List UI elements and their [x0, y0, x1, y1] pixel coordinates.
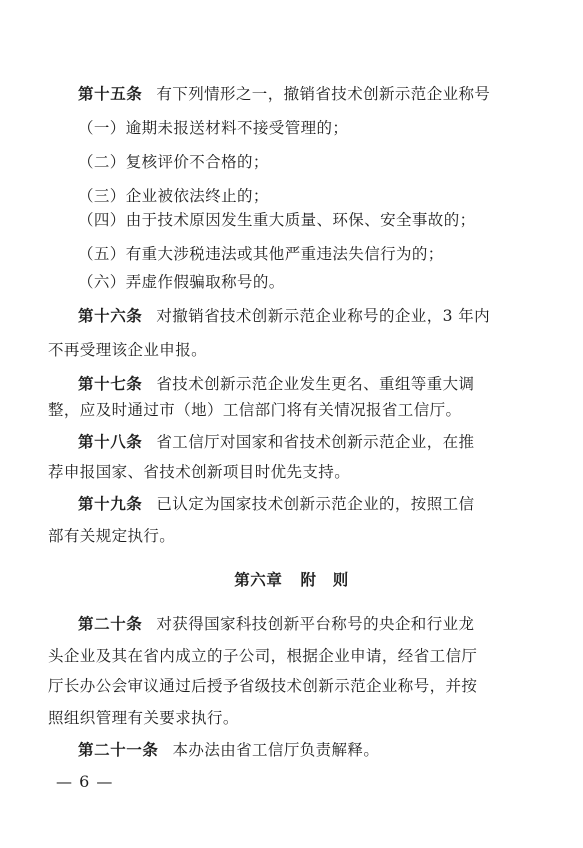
article-17-text-1: 省技术创新示范企业发生更名、重组等重大调: [156, 375, 475, 393]
chapter-6-number: 第六章: [234, 571, 283, 589]
article-16-text-1: 对撤销省技术创新示范企业称号的企业，3 年内: [156, 307, 490, 325]
article-20-text-1: 对获得国家科技创新平台称号的央企和行业龙: [156, 615, 475, 633]
article-17-label: 第十七条: [78, 375, 143, 393]
article-20-line-1: [78, 614, 518, 634]
article-17-line-1: [78, 374, 518, 394]
article-21-line: [78, 740, 518, 760]
article-15-item-6: （六）弄虚作假骗取称号的。: [78, 273, 285, 291]
article-15-item-3: （三）企业被依法终止的；: [78, 187, 269, 205]
chapter-6-title: 附 则: [300, 571, 349, 589]
article-20-label: 第二十条: [78, 615, 143, 633]
article-21-label: 第二十一条: [78, 741, 159, 759]
article-15-item-5: （五）有重大涉税违法或其他严重违法失信行为的；: [78, 245, 444, 263]
article-16-line-2: 不再受理该企业申报。: [48, 341, 208, 359]
article-18-line-2: 荐申报国家、省技术创新项目时优先支持。: [48, 463, 351, 481]
article-16-line-1: [78, 306, 518, 326]
article-15-item-4: （四）由于技术原因发生重大质量、环保、安全事故的；: [78, 211, 476, 229]
article-15-label: 第十五条: [78, 85, 143, 103]
article-19-line-1: [78, 494, 518, 514]
article-21-text: 本办法由省工信厅负责解释。: [172, 741, 380, 759]
article-19-line-2: 部有关规定执行。: [48, 527, 176, 545]
article-19-label: 第十九条: [78, 495, 143, 513]
article-20-line-3: 厅长办公会审议通过后授予省级技术创新示范企业称号，并按: [48, 677, 478, 695]
article-15-item-1: （一）逾期未报送材料不接受管理的；: [78, 119, 349, 137]
article-15-heading-line: [78, 84, 518, 104]
article-16-label: 第十六条: [78, 307, 143, 325]
article-18-line-1: [78, 432, 518, 452]
article-15-item-2: （二）复核评价不合格的；: [78, 153, 269, 171]
article-18-text-1: 省工信厅对国家和省技术创新示范企业，在推: [156, 433, 475, 451]
article-19-text-1: 已认定为国家技术创新示范企业的，按照工信: [156, 495, 475, 513]
article-18-label: 第十八条: [78, 433, 143, 451]
article-20-line-2: 头企业及其在省内成立的子公司，根据企业申请，经省工信厅: [48, 647, 478, 665]
chapter-6-heading: [0, 570, 583, 590]
page-number: — 6 —: [56, 772, 114, 791]
article-15-text: 有下列情形之一，撤销省技术创新示范企业称号: [156, 85, 491, 103]
article-17-line-2: 整，应及时通过市（地）工信部门将有关情况报省工信厅。: [48, 401, 462, 419]
article-20-line-4: 照组织管理有关要求执行。: [48, 709, 239, 727]
